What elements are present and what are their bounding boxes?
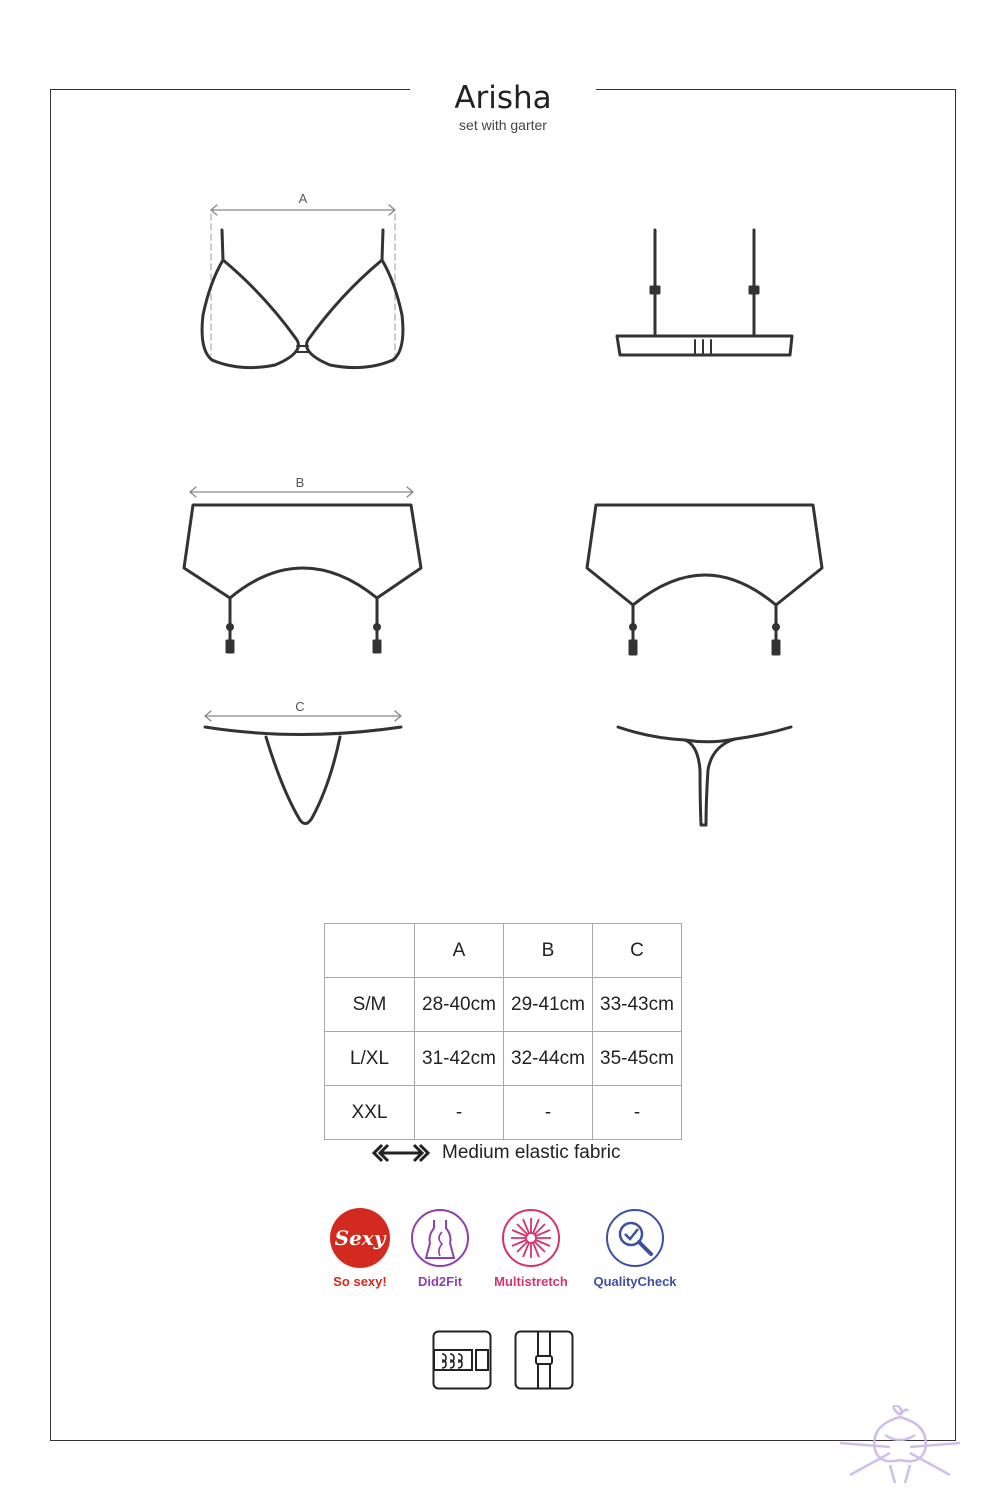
dress-icon — [410, 1208, 470, 1268]
table-cell: 32-44cm — [504, 1032, 593, 1086]
strap-slider-icon — [514, 1330, 574, 1390]
bra-back-drawing — [617, 230, 792, 355]
thong-front-drawing — [205, 711, 401, 824]
badge-label: So sexy! — [333, 1274, 387, 1289]
double-arrow-icon — [370, 1142, 432, 1164]
table-row — [325, 1086, 682, 1140]
size-cell: XXL — [325, 1086, 415, 1140]
table-cell: 35-45cm — [593, 1032, 682, 1086]
table-header-cell: A — [415, 924, 504, 978]
garter-belt-back-drawing — [587, 505, 822, 654]
table-cell: 33-43cm — [593, 978, 682, 1032]
multistretch-icon — [501, 1208, 561, 1268]
table-cell: - — [415, 1086, 504, 1140]
page-subtitle: set with garter — [459, 117, 547, 133]
badge-label: QualityCheck — [593, 1274, 677, 1289]
table-row — [325, 978, 682, 1032]
bra-front-drawing — [202, 205, 403, 368]
fabric-note — [370, 1142, 620, 1164]
table-header-row — [325, 924, 682, 978]
sexy-icon: Sexy — [330, 1208, 390, 1268]
page-title: Arisha — [454, 80, 552, 116]
badge-label: Multistretch — [494, 1274, 568, 1289]
table-cell: - — [504, 1086, 593, 1140]
table-cell: 31-42cm — [415, 1032, 504, 1086]
badge-so-sexy — [325, 1208, 395, 1289]
badge-multistretch — [485, 1208, 577, 1289]
magnifier-check-icon — [605, 1208, 665, 1268]
garter-belt-front-drawing — [184, 487, 421, 652]
size-cell: L/XL — [325, 1032, 415, 1086]
badge-did2fit — [405, 1208, 475, 1289]
table-cell: 28-40cm — [415, 978, 504, 1032]
hook-eye-closure-icon — [432, 1330, 492, 1390]
size-table — [324, 923, 682, 1140]
measure-label-a: A — [298, 191, 308, 206]
table-header-cell: C — [593, 924, 682, 978]
table-row — [325, 1032, 682, 1086]
brand-logo-watermark — [830, 1405, 970, 1485]
badge-qualitycheck — [588, 1208, 682, 1289]
table-header-cell: B — [504, 924, 593, 978]
thong-back-drawing — [618, 727, 791, 825]
size-cell: S/M — [325, 978, 415, 1032]
fabric-text: Medium elastic fabric — [442, 1142, 621, 1163]
table-header-cell — [325, 924, 415, 978]
table-cell: - — [593, 1086, 682, 1140]
measure-label-b: B — [295, 475, 305, 490]
measure-label-c: C — [295, 699, 305, 714]
table-cell: 29-41cm — [504, 978, 593, 1032]
badge-label: Did2Fit — [417, 1274, 463, 1289]
